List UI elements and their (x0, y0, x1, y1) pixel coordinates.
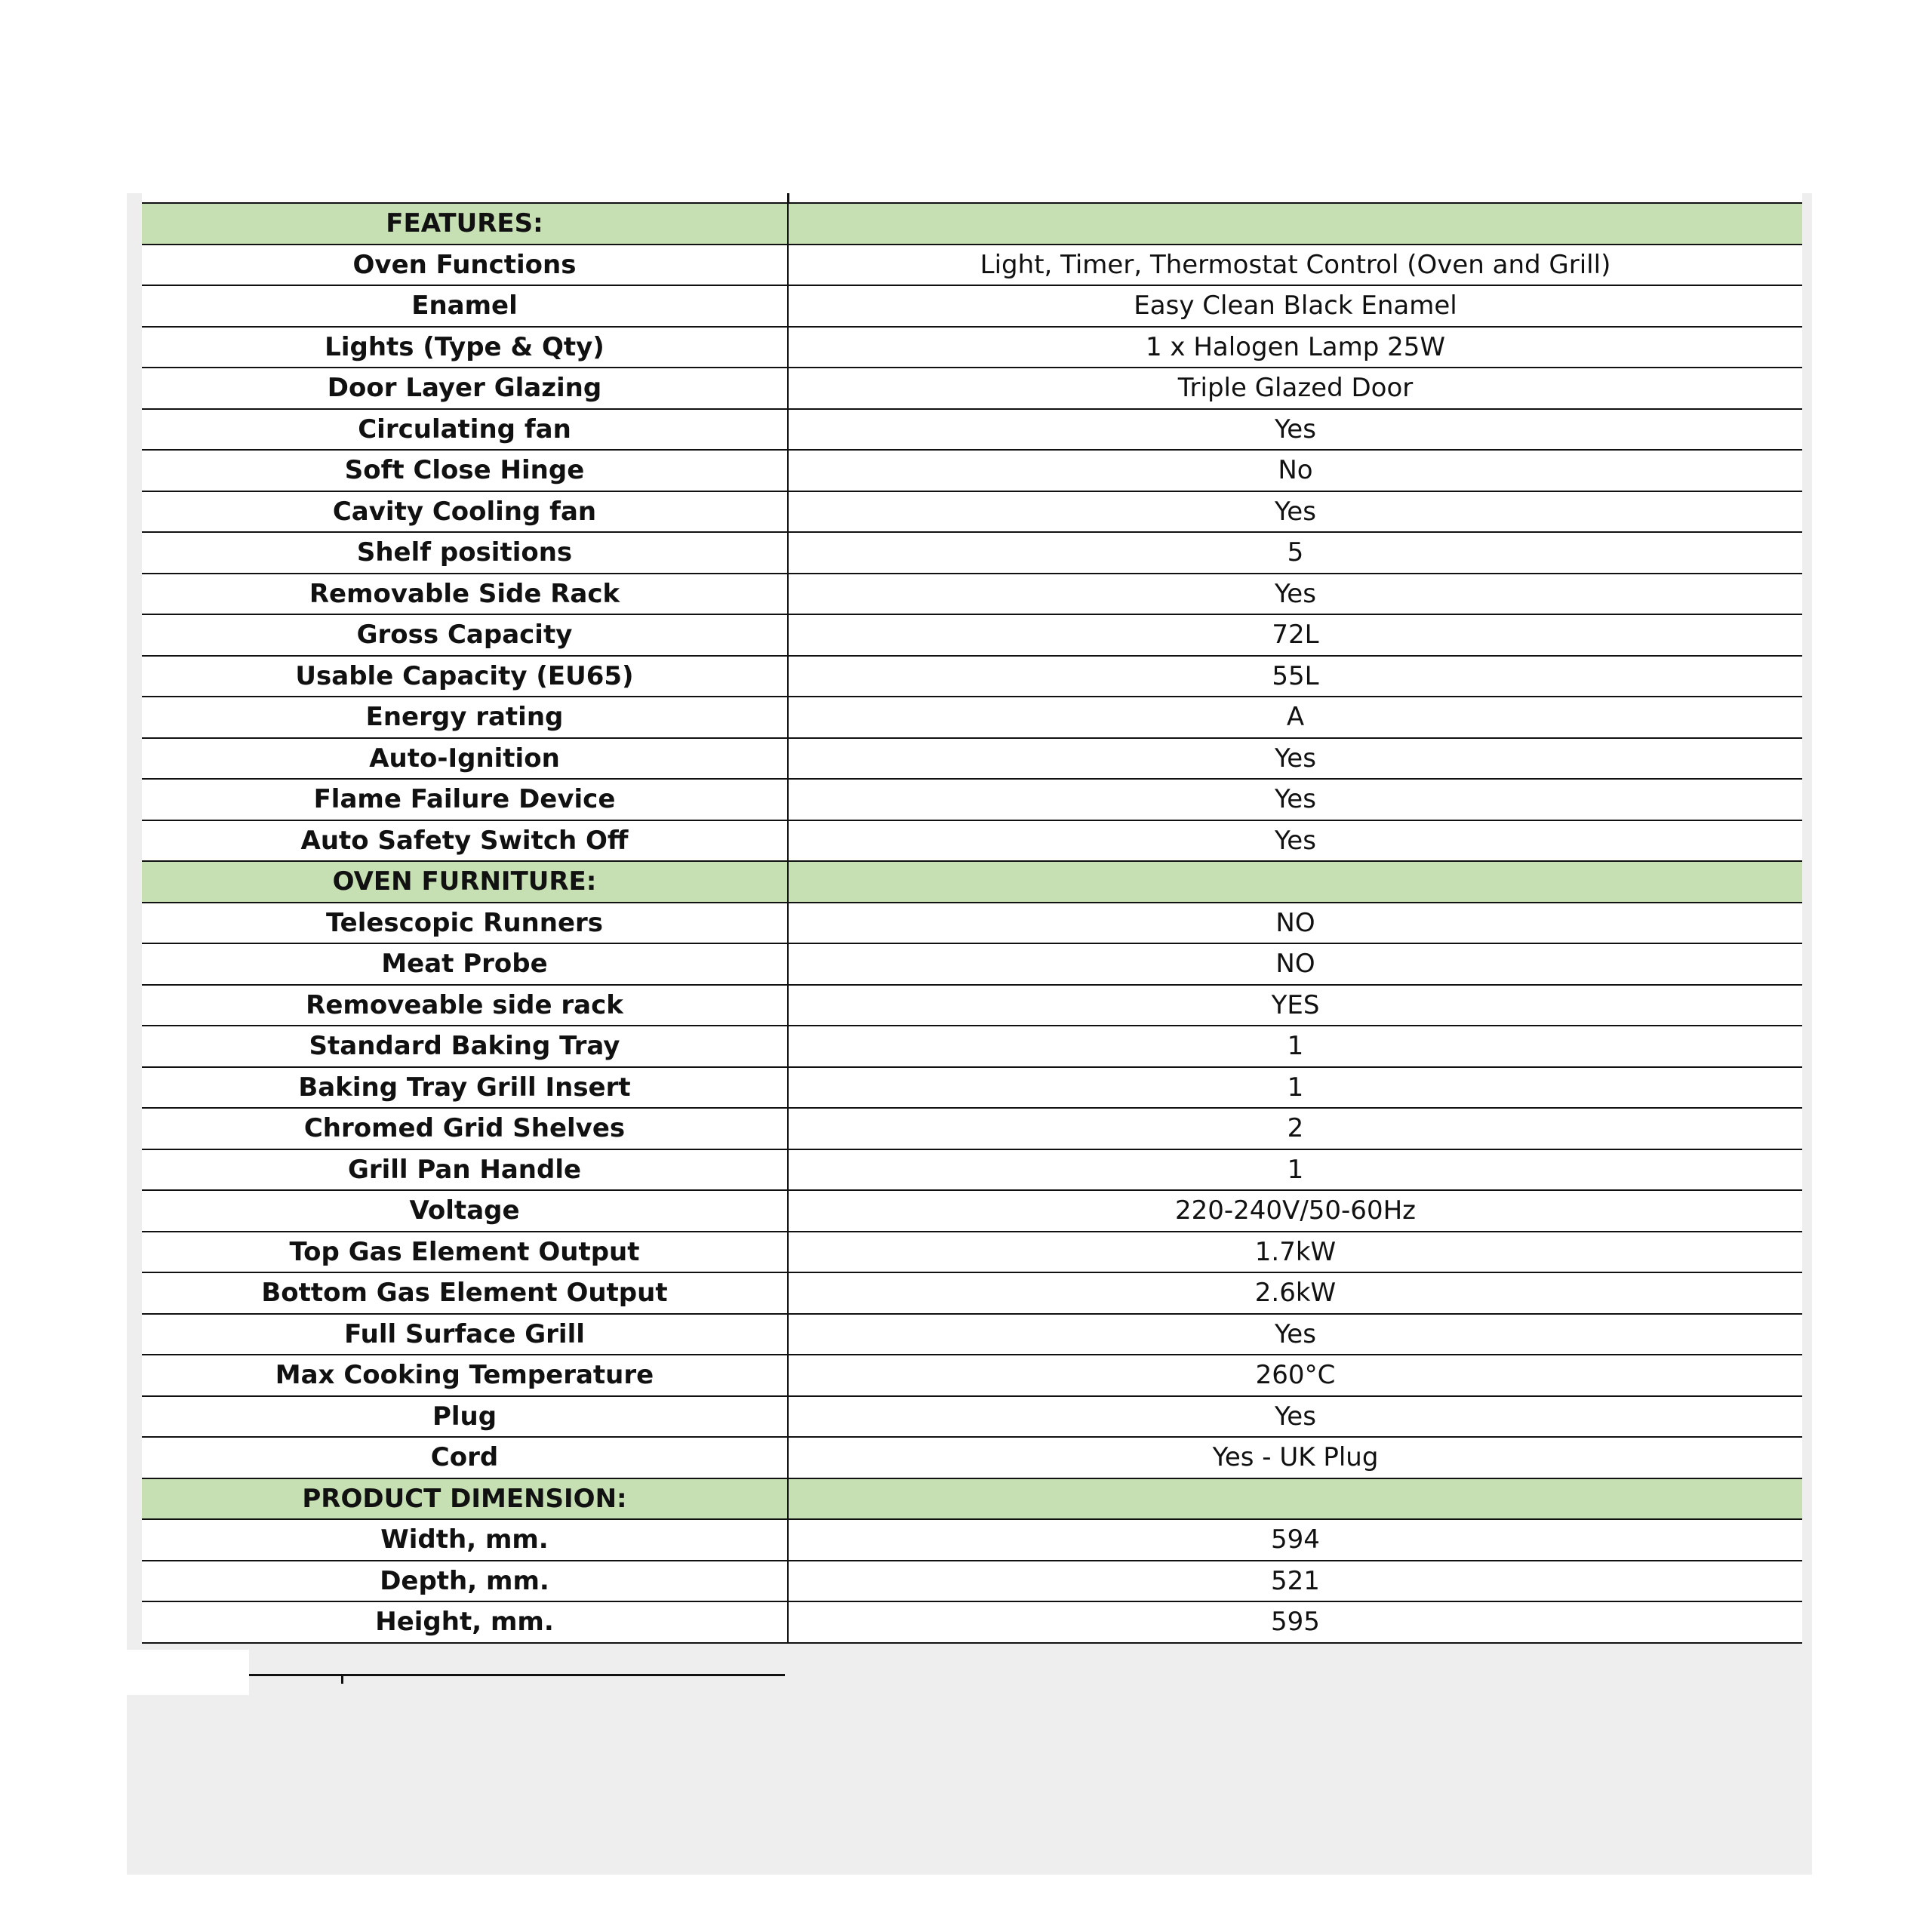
spec-value: 1.7kW (788, 1232, 1802, 1273)
table-row (142, 614, 1802, 656)
section-empty-cell (788, 861, 1802, 903)
spec-value: 1 (788, 1026, 1802, 1067)
table-row (142, 1437, 1802, 1478)
spec-label: Width, mm. (142, 1519, 788, 1561)
spec-label: Standard Baking Tray (142, 1026, 788, 1067)
bottom-crop-mask (127, 1650, 249, 1695)
table-row (142, 738, 1802, 780)
spec-value: Yes (788, 409, 1802, 451)
spec-value: Yes (788, 491, 1802, 533)
spec-value: 72L (788, 614, 1802, 656)
table-row (142, 697, 1802, 738)
table-row (142, 1272, 1802, 1314)
table-row (142, 656, 1802, 697)
spec-value: 1 (788, 1067, 1802, 1109)
table-row (142, 779, 1802, 820)
spec-label: Gross Capacity (142, 614, 788, 656)
table-row (142, 327, 1802, 368)
spec-label: Full Surface Grill (142, 1314, 788, 1355)
spec-value: NO (788, 903, 1802, 944)
table-row (142, 1026, 1802, 1067)
spec-value: 594 (788, 1519, 1802, 1561)
section-title: FEATURES: (142, 203, 788, 245)
table-row (142, 1314, 1802, 1355)
spec-label: Circulating fan (142, 409, 788, 451)
spec-label: Auto Safety Switch Off (142, 820, 788, 862)
table-row (142, 1561, 1802, 1602)
spec-value: 220-240V/50-60Hz (788, 1190, 1802, 1232)
spec-value: 521 (788, 1561, 1802, 1602)
spec-label: Cord (142, 1437, 788, 1478)
spec-label: Lights (Type & Qty) (142, 327, 788, 368)
spec-value: No (788, 450, 1802, 491)
spec-value: 2 (788, 1108, 1802, 1149)
section-header-features (142, 203, 1802, 245)
table-row (142, 532, 1802, 574)
spec-label: Chromed Grid Shelves (142, 1108, 788, 1149)
spec-value: 1 (788, 1149, 1802, 1191)
table-row (142, 409, 1802, 451)
spec-value: 5 (788, 532, 1802, 574)
table-row (142, 450, 1802, 491)
spec-value: A (788, 697, 1802, 738)
cropped-footer-rule (249, 1674, 785, 1676)
spec-label: Removable Side Rack (142, 574, 788, 615)
spec-label: Door Layer Glazing (142, 368, 788, 409)
spec-label: Top Gas Element Output (142, 1232, 788, 1273)
section-title: PRODUCT DIMENSION: (142, 1478, 788, 1520)
table-row (142, 574, 1802, 615)
spec-label: Auto-Ignition (142, 738, 788, 780)
table-row (142, 1067, 1802, 1109)
spec-value: NO (788, 943, 1802, 985)
section-title: OVEN FURNITURE: (142, 861, 788, 903)
spec-label: Usable Capacity (EU65) (142, 656, 788, 697)
spec-value: Yes - UK Plug (788, 1437, 1802, 1478)
table-row (142, 1108, 1802, 1149)
spec-value: 2.6kW (788, 1272, 1802, 1314)
table-row (142, 1519, 1802, 1561)
table-row (142, 1601, 1802, 1643)
spec-label: Flame Failure Device (142, 779, 788, 820)
spec-value: 260°C (788, 1355, 1802, 1396)
spec-value: Yes (788, 1396, 1802, 1438)
table-row (142, 820, 1802, 862)
table-row (142, 1396, 1802, 1438)
spec-value: Yes (788, 574, 1802, 615)
table-row (142, 245, 1802, 286)
spec-value: Yes (788, 1314, 1802, 1355)
spec-label: Bottom Gas Element Output (142, 1272, 788, 1314)
section-empty-cell (788, 1478, 1802, 1520)
table-row (142, 368, 1802, 409)
table-row (142, 943, 1802, 985)
spec-label: Voltage (142, 1190, 788, 1232)
spec-label: Baking Tray Grill Insert (142, 1067, 788, 1109)
spec-value: YES (788, 985, 1802, 1026)
spec-value: 595 (788, 1601, 1802, 1643)
table-row (142, 491, 1802, 533)
column-divider (787, 193, 789, 202)
spec-label: Telescopic Runners (142, 903, 788, 944)
spec-label: Plug (142, 1396, 788, 1438)
spec-label: Depth, mm. (142, 1561, 788, 1602)
spec-label: Energy rating (142, 697, 788, 738)
table-row (142, 1232, 1802, 1273)
table-row (142, 1355, 1802, 1396)
section-header-product-dimension (142, 1478, 1802, 1520)
spec-value: Yes (788, 738, 1802, 780)
spec-value: Light, Timer, Thermostat Control (Oven and Grill) (788, 245, 1802, 286)
spec-value: 55L (788, 656, 1802, 697)
spec-table (142, 202, 1802, 1644)
spec-value: Easy Clean Black Enamel (788, 285, 1802, 327)
spec-label: Oven Functions (142, 245, 788, 286)
spec-label: Shelf positions (142, 532, 788, 574)
spec-label: Grill Pan Handle (142, 1149, 788, 1191)
table-row (142, 1190, 1802, 1232)
section-empty-cell (788, 203, 1802, 245)
spec-label: Soft Close Hinge (142, 450, 788, 491)
table-row (142, 903, 1802, 944)
spec-value: Triple Glazed Door (788, 368, 1802, 409)
spec-label: Cavity Cooling fan (142, 491, 788, 533)
spec-label: Max Cooking Temperature (142, 1355, 788, 1396)
table-row (142, 1149, 1802, 1191)
section-header-oven-furniture (142, 861, 1802, 903)
spec-label: Removeable side rack (142, 985, 788, 1026)
spec-value: 1 x Halogen Lamp 25W (788, 327, 1802, 368)
spec-value: Yes (788, 779, 1802, 820)
spec-label: Enamel (142, 285, 788, 327)
cropped-previous-row (142, 193, 1802, 202)
spec-label: Meat Probe (142, 943, 788, 985)
cropped-footer-tick (341, 1676, 343, 1684)
spec-label: Height, mm. (142, 1601, 788, 1643)
table-row (142, 985, 1802, 1026)
spec-value: Yes (788, 820, 1802, 862)
table-row (142, 285, 1802, 327)
